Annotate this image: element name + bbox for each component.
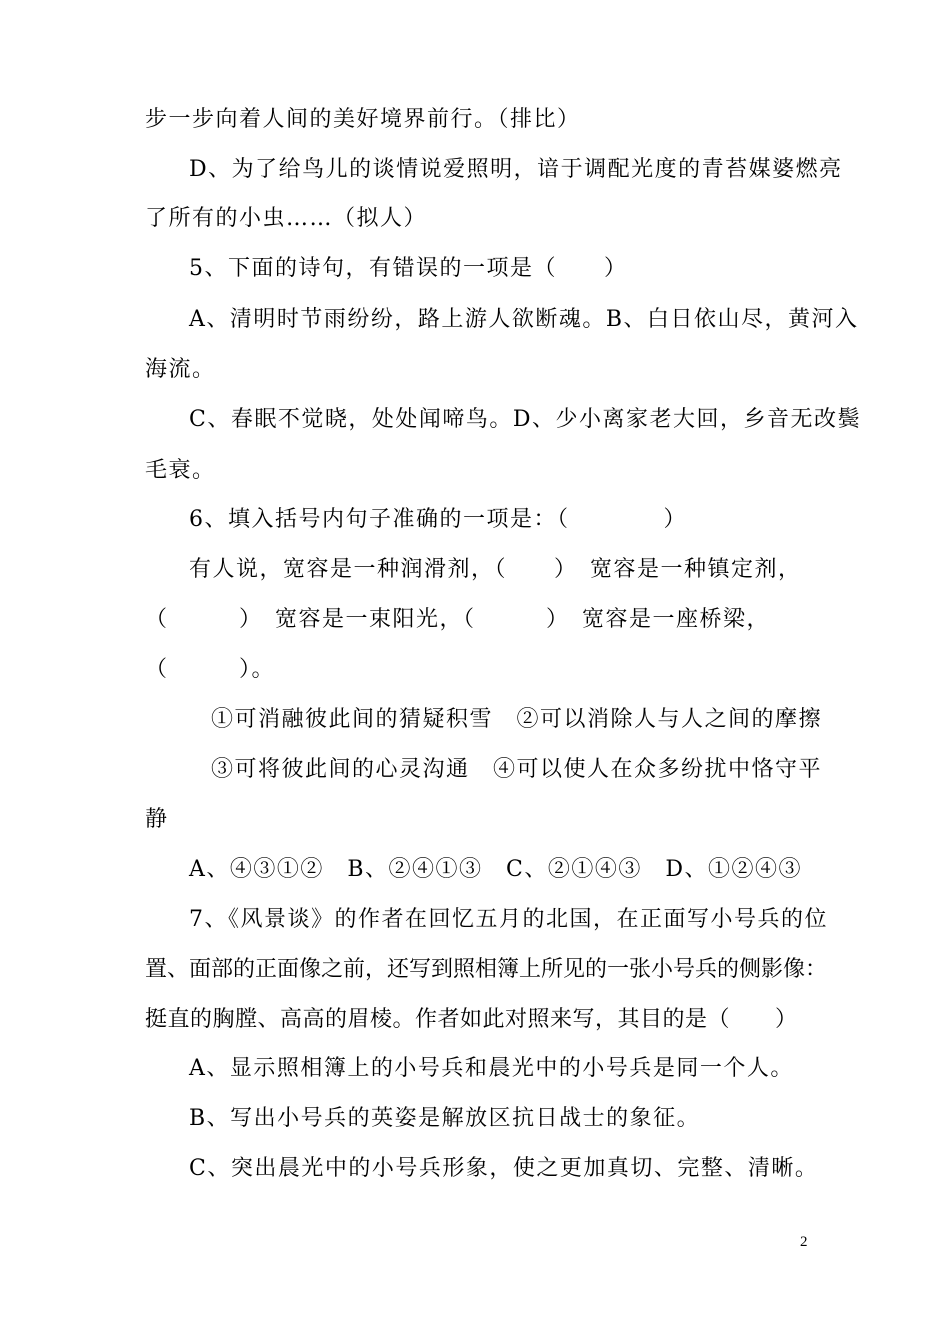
text-line: A、清明时节雨纷纷，路上游人欲断魂。B、白日依山尽，黄河入 [189, 307, 859, 332]
text-line: （ ）。 [145, 657, 276, 682]
text-line: 了所有的小虫……（拟人） [145, 206, 428, 231]
text-line: 毛衰。 [145, 458, 216, 483]
text-line: ①可消融彼此间的猜疑积雪 ②可以消除人与人之间的摩擦 [211, 707, 823, 732]
text-line: 静 [145, 807, 169, 832]
text-line: C、突出晨光中的小号兵形象，使之更加真切、完整、清晰。 [189, 1156, 819, 1181]
text-line: A、显示照相簿上的小号兵和晨光中的小号兵是同一个人。 [189, 1056, 794, 1081]
text-line: （ ） 宽容是一束阳光，（ ） 宽容是一座桥梁， [145, 607, 771, 632]
text-line: 步一步向着人间的美好境界前行。（排比） [145, 107, 581, 132]
text-line: 5、下面的诗句，有错误的一项是（ ） [189, 256, 628, 281]
text-line: B、写出小号兵的英姿是解放区抗日战士的象征。 [189, 1106, 701, 1131]
text-line: 挺直的胸膛、高高的眉棱。作者如此对照来写，其目的是（ ） [145, 1007, 798, 1032]
text-line: 6、填入括号内句子准确的一项是：（ ） [189, 507, 687, 532]
page-number: 2 [800, 1234, 808, 1250]
text-line: 有人说，宽容是一种润滑剂，（ ） 宽容是一种镇定剂， [189, 557, 802, 582]
text-line: A、④③①② B、②④①③ C、②①④③ D、①②④③ [189, 857, 803, 882]
text-line: 海流。 [145, 357, 216, 382]
text-line: C、春眠不觉晓，处处闻啼鸟。D、少小离家老大回，乡音无改鬓 [189, 407, 861, 432]
text-line: 7、《风景谈》的作者在回忆五月的北国，在正面写小号兵的位 [189, 907, 828, 932]
text-line: D、为了给鸟儿的谈情说爱照明，谙于调配光度的青苔媒婆燃亮 [189, 157, 843, 182]
text-line: 置、面部的正面像之前，还写到照相簿上所见的一张小号兵的侧影像： [145, 957, 828, 982]
text-line: ③可将彼此间的心灵沟通 ④可以使人在众多纷扰中恪守平 [211, 757, 823, 782]
